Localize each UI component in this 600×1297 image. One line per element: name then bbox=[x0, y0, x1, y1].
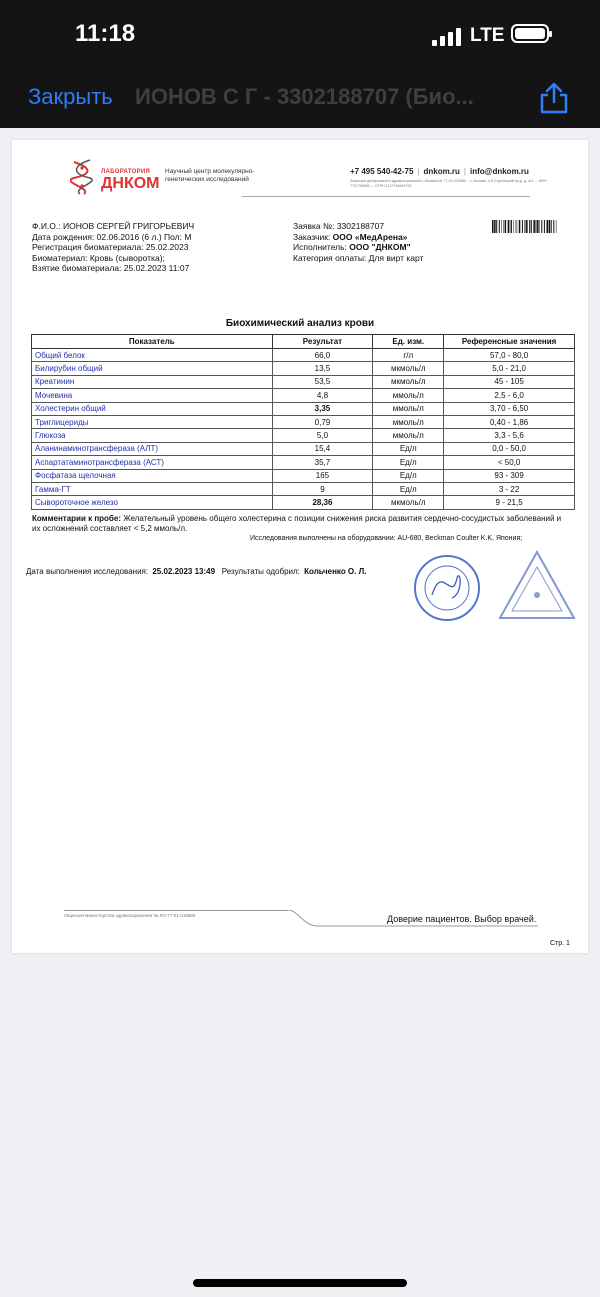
cell-reference: 3,70 - 6,50 bbox=[444, 402, 575, 415]
table-row bbox=[32, 496, 575, 509]
cell-result: 5,0 bbox=[272, 429, 373, 442]
patient-biomaterial: Биоматериал: Кровь (сыворотка); bbox=[32, 252, 165, 263]
cell-result: 13,5 bbox=[272, 362, 373, 375]
doctor-stamp bbox=[412, 553, 482, 623]
table-row bbox=[32, 469, 575, 482]
table-header-row bbox=[32, 335, 575, 349]
lab-stamp bbox=[497, 549, 577, 621]
table-row bbox=[32, 402, 575, 415]
document-title: ИОНОВ С Г - 3302188707 (Био... bbox=[135, 84, 474, 109]
logo-lab-caption: ЛАБОРАТОРИЯ bbox=[101, 169, 151, 175]
table-row bbox=[32, 442, 575, 455]
cell-name: Билирубин общий bbox=[32, 362, 273, 375]
share-icon[interactable] bbox=[536, 80, 572, 116]
cell-reference: 2,5 - 6,0 bbox=[444, 389, 575, 402]
cell-result: 15,4 bbox=[272, 442, 373, 455]
cell-unit: ммоль/л bbox=[373, 429, 444, 442]
website: dnkom.ru bbox=[423, 167, 460, 176]
cell-result: 66,0 bbox=[272, 349, 373, 362]
comment-text: Желательный уровень общего холестерина с позиции снижения риска развития сердечно-сосудистых заболеваний и их осложнений составляет < 5,2 ммоль/л. bbox=[32, 514, 562, 533]
cell-unit: г/л bbox=[373, 349, 444, 362]
license-small-print: Лицензия департамента здравоохранения г. Москвы № 77-01-011686 ... г. Москва, 4-й Стрелецкий пр-д, д. 4с1 ... ИНН 7707768890 ... ОГРН 1127746804725 bbox=[350, 179, 547, 188]
barcode bbox=[492, 220, 557, 233]
table-row bbox=[32, 415, 575, 428]
cell-name: Триглицериды bbox=[32, 415, 273, 428]
column-header: Референсные значения bbox=[444, 335, 575, 349]
status-time: 11:18 bbox=[75, 20, 136, 47]
cell-name: Аспартатаминотрансфераза (АСТ) bbox=[32, 456, 273, 469]
cell-unit: Ед/л bbox=[373, 469, 444, 482]
cell-name: Гамма-ГТ bbox=[32, 482, 273, 495]
cell-name: Сывороточное железо bbox=[32, 496, 273, 509]
email: info@dnkom.ru bbox=[470, 167, 529, 176]
cell-reference: 5,0 - 21,0 bbox=[444, 362, 575, 375]
column-header: Результат bbox=[272, 335, 373, 349]
cell-unit: Ед/л bbox=[373, 442, 444, 455]
cell-reference: 3,3 - 5,6 bbox=[444, 429, 575, 442]
header-divider bbox=[242, 196, 530, 197]
cell-result: 3,35 bbox=[272, 402, 373, 415]
column-header: Показатель bbox=[32, 335, 273, 349]
comment-label: Комментарии к пробе: bbox=[32, 514, 121, 523]
patient-registration: Регистрация биоматериала: 25.02.2023 bbox=[32, 242, 189, 252]
cell-result: 9 bbox=[272, 482, 373, 495]
cell-reference: 3 - 22 bbox=[444, 482, 575, 495]
page-number: Стр. 1 bbox=[550, 940, 570, 947]
table-row bbox=[32, 362, 575, 375]
cell-reference: 0,0 - 50,0 bbox=[444, 442, 575, 455]
table-row bbox=[32, 456, 575, 469]
cell-unit: Ед/л bbox=[373, 482, 444, 495]
cell-result: 4,8 bbox=[272, 389, 373, 402]
close-button[interactable]: Закрыть bbox=[28, 84, 113, 109]
home-indicator[interactable] bbox=[193, 1279, 407, 1287]
network-type: LTE bbox=[470, 25, 505, 46]
order-info bbox=[293, 221, 423, 263]
dna-logo-icon bbox=[70, 158, 98, 196]
document-page[interactable] bbox=[12, 140, 588, 953]
equipment-note: Исследования выполнены на оборудовании: AU-680, Beckman Coulter K.K, Япония; bbox=[250, 535, 523, 542]
table-row bbox=[32, 375, 575, 388]
cell-reference: 45 - 105 bbox=[444, 375, 575, 388]
cell-name: Мочевина bbox=[32, 389, 273, 402]
status-bar bbox=[0, 0, 600, 70]
cell-name: Аланинаминотрансфераза (АЛТ) bbox=[32, 442, 273, 455]
logo-lab-name: ДНКОМ bbox=[101, 175, 160, 192]
cell-reference: 93 - 309 bbox=[444, 469, 575, 482]
footer-slogan: Доверие пациентов. Выбор врачей. bbox=[387, 914, 537, 924]
order-number: Заявка №: 3302188707 bbox=[293, 221, 385, 231]
contacts: +7 495 540-42-75 | dnkom.ru | info@dnkom.ru bbox=[350, 167, 529, 176]
battery-icon bbox=[511, 24, 549, 43]
cell-reference: 0,40 - 1,86 bbox=[444, 415, 575, 428]
patient-birth: Дата рождения: 02.06.2016 (6 л.) Пол: М bbox=[32, 231, 192, 242]
execution-info: Дата выполнения исследования: 25.02.2023 13:49 Результаты одобрил: Кольченко О. Л. bbox=[26, 567, 367, 576]
sample-comment bbox=[32, 514, 562, 534]
cell-name: Глюкоза bbox=[32, 429, 273, 442]
nav-bar bbox=[0, 70, 600, 128]
execution-date: 25.02.2023 13:49 bbox=[152, 567, 216, 576]
cell-unit: ммоль/л bbox=[373, 415, 444, 428]
cell-unit: Ед/л bbox=[373, 456, 444, 469]
table-row bbox=[32, 349, 575, 362]
cell-name: Креатинин bbox=[32, 375, 273, 388]
cell-reference: 9 - 21,5 bbox=[444, 496, 575, 509]
footer-divider bbox=[64, 910, 288, 911]
phone: +7 495 540-42-75 bbox=[350, 167, 414, 176]
table-row bbox=[32, 429, 575, 442]
cell-result: 165 bbox=[272, 469, 373, 482]
patient-taken: Взятие биоматериала: 25.02.2023 11:07 bbox=[32, 263, 190, 273]
cell-result: 28,36 bbox=[272, 496, 373, 509]
cell-result: 0,79 bbox=[272, 415, 373, 428]
patient-info bbox=[32, 221, 194, 274]
cell-name: Фосфатаза щелочная bbox=[32, 469, 273, 482]
table-row bbox=[32, 482, 575, 495]
cell-unit: мкмоль/л bbox=[373, 362, 444, 375]
cell-unit: ммоль/л bbox=[373, 402, 444, 415]
order-payment: Категория оплаты: Для вирт карт bbox=[293, 252, 424, 263]
column-header: Ед. изм. bbox=[373, 335, 444, 349]
footer-license: Лицензия министерства здравоохранения № ЛО-77-01-019880 bbox=[64, 913, 196, 918]
report-title: Биохимический анализ крови bbox=[225, 318, 375, 329]
signal-icon bbox=[432, 28, 466, 46]
cell-reference: < 50,0 bbox=[444, 456, 575, 469]
cell-result: 35,7 bbox=[272, 456, 373, 469]
cell-result: 53,5 bbox=[272, 375, 373, 388]
patient-name: Ф.И.О.: ИОНОВ СЕРГЕЙ ГРИГОРЬЕВИЧ bbox=[32, 221, 195, 231]
cell-unit: мкмоль/л bbox=[373, 496, 444, 509]
cell-reference: 57,0 - 80,0 bbox=[444, 349, 575, 362]
approved-by: Кольченко О. Л. bbox=[304, 567, 367, 576]
table-row bbox=[32, 389, 575, 402]
order-executor: Исполнитель: ООО "ДНКОМ" bbox=[293, 242, 411, 252]
cell-name: Холестерин общий bbox=[32, 402, 273, 415]
results-table bbox=[31, 334, 575, 510]
cell-unit: ммоль/л bbox=[373, 389, 444, 402]
order-customer: Заказчик: ООО «МедАрена» bbox=[293, 231, 408, 242]
cell-name: Общий белок bbox=[32, 349, 273, 362]
cell-unit: мкмоль/л bbox=[373, 375, 444, 388]
logo-description: Научный центр молекулярно-генетических исследований bbox=[165, 168, 255, 183]
